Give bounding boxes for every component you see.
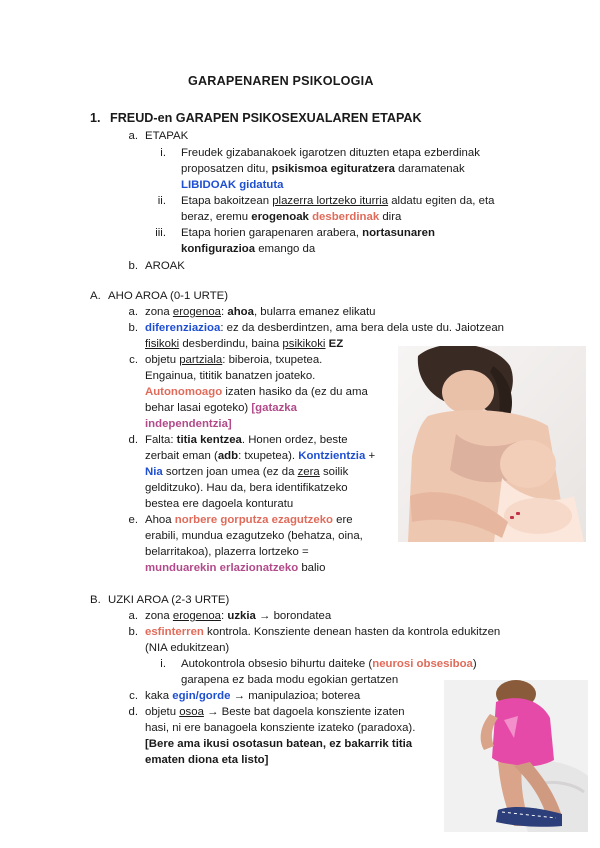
highlight-libidoak: LIBIDOAK gidatuta (181, 179, 284, 191)
subheading-aroak: AROAK (145, 260, 185, 272)
list-marker: b. (128, 260, 138, 272)
list-item-text: Nia sortzen joan umea (ez da zera soilik (145, 466, 349, 478)
list-item-text: Autokontrola obsesio bihurtu daiteke (neurosi obsesiboa) (181, 658, 477, 670)
list-item-text: [Bere ama ikusi osotasun batean, ez bakarrik titia (145, 738, 413, 750)
breastfeeding-photo (398, 346, 586, 542)
list-item-text: behar lasai egoteko) [gatazka (145, 402, 297, 414)
list-item-text: Autonomoago izaten hasiko da (ez du ama (145, 386, 368, 398)
list-item-text: zona erogenoa: ahoa, bularra emanez elikatu (145, 306, 376, 318)
list-item-text: konfigurazioa emango da (181, 243, 316, 255)
list-item-text: esfinterren kontrola. Konsziente denean hasten da kontrola edukitzen (145, 626, 501, 638)
section-b-heading: UZKI AROA (2-3 URTE) (108, 594, 230, 606)
list-item-text: Freudek gizabanakoek igarotzen dituzten etapa ezberdinak (181, 147, 480, 159)
list-item-text: independentzia] (145, 418, 232, 430)
list-item-text: (NIA edukitzean) (145, 642, 230, 654)
list-item-text: Engainua, tititik banatzen joateko. (145, 370, 316, 382)
list-marker: iii. (155, 227, 166, 239)
list-item-text: beraz, eremu erogenoak desberdinak dira (181, 211, 402, 223)
page-title: GARAPENAREN PSIKOLOGIA (188, 74, 374, 88)
list-marker: i. (160, 658, 166, 670)
list-item-text: munduarekin erlazionatzeko balio (145, 562, 326, 574)
list-marker: a. (128, 610, 138, 622)
list-item-text: garapena ez bada modu egokian gertatzen (181, 674, 399, 686)
list-marker: i. (160, 147, 166, 159)
list-item-text: objetu osoa → Beste bat dagoela konsziente izaten (145, 706, 405, 718)
list-item-text: fisikoki desberdindu, baina psikikoki EZ (145, 338, 344, 350)
section-a-marker: A. (90, 290, 101, 302)
section-1-number: 1. (90, 111, 101, 125)
list-item-text: belarritakoa), plazerra lortzeko = (145, 546, 309, 558)
list-item-text: hasi, ni ere banagoela konsziente izateko (paradoxa). (145, 722, 416, 734)
list-marker: b. (128, 322, 138, 334)
list-item-text: erabili, mundua ezagutzeko (behatza, oina, (145, 530, 363, 542)
list-marker: ii. (157, 195, 166, 207)
list-item-text: zerbait eman (adb: txupetea). Kontzientzia + (145, 450, 376, 462)
section-1-heading: FREUD-en GARAPEN PSIKOSEXUALAREN ETAPAK (110, 111, 422, 125)
list-marker: b. (128, 626, 138, 638)
list-item-text: gelditzuko). Hau da, bera identifikatzeko (145, 482, 348, 494)
list-item-text: objetu partziala: biberoia, txupetea. (145, 354, 323, 366)
list-marker: e. (128, 514, 138, 526)
list-marker: a. (128, 130, 138, 142)
list-marker: a. (128, 306, 138, 318)
list-marker: c. (129, 690, 138, 702)
potty-training-photo (444, 680, 588, 832)
list-item-text: Etapa horien garapenaren arabera, nortasunaren (181, 227, 435, 239)
list-item-text: diferenziazioa: ez da desberdintzen, ama bera dela uste du. Jaiotzean (145, 322, 505, 334)
list-marker: d. (128, 434, 138, 446)
list-item-text: zona erogenoa: uzkia → borondatea (145, 610, 332, 622)
section-b-marker: B. (90, 594, 101, 606)
list-marker: d. (128, 706, 138, 718)
list-item-text: proposatzen ditu, psikismoa egituratzera daramatenak (181, 163, 465, 175)
list-item-text: Etapa bakoitzean plazerra lortzeko iturria aldatu egiten da, eta (181, 195, 495, 207)
section-a-heading: AHO AROA (0-1 URTE) (108, 290, 229, 302)
list-item-text: Falta: titia kentzea. Honen ordez, beste (145, 434, 348, 446)
list-marker: c. (129, 354, 138, 366)
list-item-text: Ahoa norbere gorputza ezagutzeko ere (145, 514, 353, 526)
list-item-text: bestea ere dagoela konturatu (145, 498, 294, 510)
subheading-etapak: ETAPAK (145, 130, 189, 142)
list-item-text: ematen diona eta listo] (145, 754, 269, 766)
list-item-text: kaka egin/gorde → manipulazioa; boterea (145, 690, 361, 702)
